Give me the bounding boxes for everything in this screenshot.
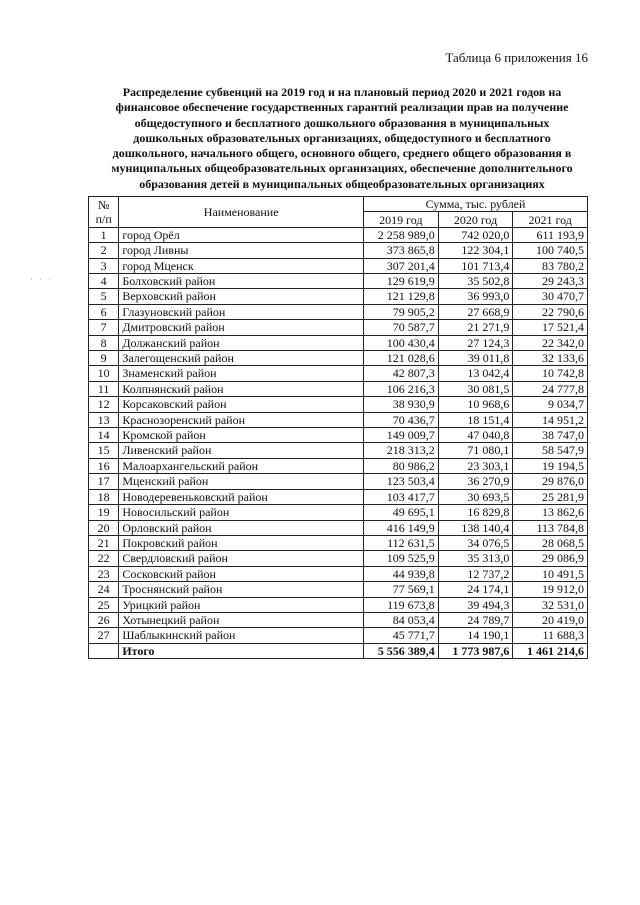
row-value-2021: 11 688,3 — [513, 628, 588, 643]
total-2020: 1 773 987,6 — [438, 643, 513, 658]
row-value-2020: 27 668,9 — [438, 304, 513, 319]
row-num: 5 — [89, 289, 119, 304]
row-value-2021: 19 194,5 — [513, 458, 588, 473]
table-row — [89, 412, 588, 427]
row-value-2021: 10 491,5 — [513, 566, 588, 581]
row-name: Краснозоренский район — [119, 412, 364, 427]
row-value-2020: 24 789,7 — [438, 612, 513, 627]
row-value-2020: 21 271,9 — [438, 320, 513, 335]
row-num: 8 — [89, 335, 119, 350]
row-value-2021: 113 784,8 — [513, 520, 588, 535]
row-num: 26 — [89, 612, 119, 627]
row-num: 1 — [89, 227, 119, 242]
row-value-2021: 58 547,9 — [513, 443, 588, 458]
row-name: Кромской район — [119, 428, 364, 443]
row-value-2020: 10 968,6 — [438, 397, 513, 412]
row-name: Урицкий район — [119, 597, 364, 612]
row-value-2020: 138 140,4 — [438, 520, 513, 535]
table-row — [89, 428, 588, 443]
row-value-2019: 44 939,8 — [364, 566, 439, 581]
row-value-2019: 38 930,9 — [364, 397, 439, 412]
margin-mark: · · · — [30, 274, 54, 284]
row-value-2019: 70 436,7 — [364, 412, 439, 427]
row-num: 20 — [89, 520, 119, 535]
row-value-2019: 416 149,9 — [364, 520, 439, 535]
row-value-2020: 47 040,8 — [438, 428, 513, 443]
row-value-2021: 100 740,5 — [513, 243, 588, 258]
row-num: 24 — [89, 582, 119, 597]
row-value-2021: 10 742,8 — [513, 366, 588, 381]
row-name: Троснянский район — [119, 582, 364, 597]
table-row — [89, 597, 588, 612]
table-row — [89, 628, 588, 643]
row-name: Хотынецкий район — [119, 612, 364, 627]
table-row — [89, 582, 588, 597]
header-year-2019: 2019 год — [364, 212, 439, 227]
row-value-2021: 30 470,7 — [513, 289, 588, 304]
table-row — [89, 381, 588, 396]
table-row — [89, 520, 588, 535]
row-value-2019: 49 695,1 — [364, 505, 439, 520]
row-value-2019: 112 631,5 — [364, 535, 439, 550]
row-value-2019: 119 673,8 — [364, 597, 439, 612]
row-value-2019: 373 865,8 — [364, 243, 439, 258]
row-value-2019: 129 619,9 — [364, 274, 439, 289]
row-name: Болховский район — [119, 274, 364, 289]
row-value-2020: 71 080,1 — [438, 443, 513, 458]
row-value-2020: 101 713,4 — [438, 258, 513, 273]
row-value-2020: 34 076,5 — [438, 535, 513, 550]
table-row — [89, 458, 588, 473]
row-name: Новодеревеньковский район — [119, 489, 364, 504]
row-value-2021: 13 862,6 — [513, 505, 588, 520]
row-value-2020: 35 313,0 — [438, 551, 513, 566]
table-row — [89, 505, 588, 520]
row-num: 4 — [89, 274, 119, 289]
row-value-2019: 109 525,9 — [364, 551, 439, 566]
row-num: 2 — [89, 243, 119, 258]
row-name: Новосильский район — [119, 505, 364, 520]
row-value-2019: 106 216,3 — [364, 381, 439, 396]
row-value-2021: 17 521,4 — [513, 320, 588, 335]
row-name: Колпнянский район — [119, 381, 364, 396]
row-value-2019: 121 028,6 — [364, 351, 439, 366]
table-row — [89, 551, 588, 566]
row-name: Мценский район — [119, 474, 364, 489]
row-value-2020: 122 304,1 — [438, 243, 513, 258]
header-year-2021: 2021 год — [513, 212, 588, 227]
row-name: Залегощенский район — [119, 351, 364, 366]
row-value-2020: 39 011,8 — [438, 351, 513, 366]
row-num: 11 — [89, 381, 119, 396]
row-value-2019: 2 258 989,0 — [364, 227, 439, 242]
row-name: Глазуновский район — [119, 304, 364, 319]
row-value-2020: 24 174,1 — [438, 582, 513, 597]
row-value-2019: 79 905,2 — [364, 304, 439, 319]
row-value-2021: 22 342,0 — [513, 335, 588, 350]
row-value-2019: 84 053,4 — [364, 612, 439, 627]
header-year-2020: 2020 год — [438, 212, 513, 227]
row-value-2021: 29 243,3 — [513, 274, 588, 289]
table-row — [89, 351, 588, 366]
appendix-label: Таблица 6 приложения 16 — [445, 50, 588, 65]
row-name: Ливенский район — [119, 443, 364, 458]
title-line: дошкольных образовательных организациях, общедоступного и бесплатного — [133, 130, 551, 145]
row-value-2019: 218 313,2 — [364, 443, 439, 458]
row-value-2020: 27 124,3 — [438, 335, 513, 350]
row-name: Покровский район — [119, 535, 364, 550]
row-name: Шаблыкинский район — [119, 628, 364, 643]
row-value-2021: 29 086,9 — [513, 551, 588, 566]
row-value-2021: 32 531,0 — [513, 597, 588, 612]
document-title — [86, 85, 598, 192]
title-line: образования детей в муниципальных общеобразовательных организациях — [139, 176, 545, 191]
row-name: Знаменский район — [119, 366, 364, 381]
row-name: город Мценск — [119, 258, 364, 273]
row-value-2020: 12 737,2 — [438, 566, 513, 581]
row-num: 9 — [89, 351, 119, 366]
row-value-2019: 45 771,7 — [364, 628, 439, 643]
row-value-2021: 83 780,2 — [513, 258, 588, 273]
table-row — [89, 320, 588, 335]
row-value-2021: 22 790,6 — [513, 304, 588, 319]
total-2021: 1 461 214,6 — [513, 643, 588, 658]
row-value-2020: 23 303,1 — [438, 458, 513, 473]
row-num: 13 — [89, 412, 119, 427]
row-name: Малоархангельский район — [119, 458, 364, 473]
row-value-2021: 29 876,0 — [513, 474, 588, 489]
table-row — [89, 612, 588, 627]
row-num: 21 — [89, 535, 119, 550]
table-row — [89, 227, 588, 242]
table-row — [89, 443, 588, 458]
table-row — [89, 366, 588, 381]
row-num: 19 — [89, 505, 119, 520]
row-value-2019: 103 417,7 — [364, 489, 439, 504]
row-value-2020: 36 270,9 — [438, 474, 513, 489]
row-value-2021: 24 777,8 — [513, 381, 588, 396]
row-value-2019: 121 129,8 — [364, 289, 439, 304]
row-value-2020: 36 993,0 — [438, 289, 513, 304]
row-num: 27 — [89, 628, 119, 643]
row-value-2020: 30 081,5 — [438, 381, 513, 396]
row-value-2020: 14 190,1 — [438, 628, 513, 643]
row-name: город Ливны — [119, 243, 364, 258]
row-value-2021: 28 068,5 — [513, 535, 588, 550]
row-value-2020: 35 502,8 — [438, 274, 513, 289]
total-num-cell — [89, 643, 119, 658]
table-row — [89, 489, 588, 504]
subventions-table — [88, 196, 588, 659]
header-sum: Сумма, тыс. рублей — [364, 197, 588, 212]
row-value-2019: 42 807,3 — [364, 366, 439, 381]
title-line: дошкольного, начального общего, основного общего, среднего общего образования в — [112, 146, 572, 161]
row-value-2019: 80 986,2 — [364, 458, 439, 473]
row-num: 14 — [89, 428, 119, 443]
row-num: 10 — [89, 366, 119, 381]
row-num: 6 — [89, 304, 119, 319]
row-num: 18 — [89, 489, 119, 504]
row-value-2020: 39 494,3 — [438, 597, 513, 612]
row-name: Должанский район — [119, 335, 364, 350]
table-row — [89, 397, 588, 412]
table-row — [89, 289, 588, 304]
table-row — [89, 274, 588, 289]
row-value-2021: 25 281,9 — [513, 489, 588, 504]
row-value-2019: 100 430,4 — [364, 335, 439, 350]
row-name: город Орёл — [119, 227, 364, 242]
title-line: финансовое обеспечение государственных гарантий реализации прав на получение — [115, 100, 569, 115]
table-row — [89, 535, 588, 550]
header-num: № п/п — [89, 197, 119, 228]
row-name: Корсаковский район — [119, 397, 364, 412]
row-value-2019: 307 201,4 — [364, 258, 439, 273]
total-2019: 5 556 389,4 — [364, 643, 439, 658]
title-line: муниципальных общеобразовательных организациях, обеспечение дополнительного — [111, 161, 573, 176]
row-value-2020: 16 829,8 — [438, 505, 513, 520]
row-num: 7 — [89, 320, 119, 335]
row-value-2021: 32 133,6 — [513, 351, 588, 366]
row-value-2021: 20 419,0 — [513, 612, 588, 627]
table-row — [89, 474, 588, 489]
row-name: Свердловский район — [119, 551, 364, 566]
row-value-2021: 9 034,7 — [513, 397, 588, 412]
row-value-2021: 38 747,0 — [513, 428, 588, 443]
title-line: общедоступного и бесплатного дошкольного образования в муниципальных — [134, 115, 550, 130]
total-row — [89, 643, 588, 658]
row-value-2019: 70 587,7 — [364, 320, 439, 335]
row-value-2020: 742 020,0 — [438, 227, 513, 242]
row-value-2019: 77 569,1 — [364, 582, 439, 597]
row-value-2020: 18 151,4 — [438, 412, 513, 427]
row-value-2021: 19 912,0 — [513, 582, 588, 597]
row-num: 17 — [89, 474, 119, 489]
row-name: Сосковский район — [119, 566, 364, 581]
row-name: Верховский район — [119, 289, 364, 304]
row-num: 12 — [89, 397, 119, 412]
row-num: 23 — [89, 566, 119, 581]
title-line: Распределение субвенций на 2019 год и на плановый период 2020 и 2021 годов на — [122, 85, 562, 99]
table-row — [89, 566, 588, 581]
row-value-2020: 30 693,5 — [438, 489, 513, 504]
table-row — [89, 304, 588, 319]
row-value-2019: 123 503,4 — [364, 474, 439, 489]
row-num: 22 — [89, 551, 119, 566]
row-num: 3 — [89, 258, 119, 273]
row-num: 16 — [89, 458, 119, 473]
row-value-2021: 611 193,9 — [513, 227, 588, 242]
table-row — [89, 335, 588, 350]
table-row — [89, 258, 588, 273]
header-name: Наименование — [119, 197, 364, 228]
row-value-2019: 149 009,7 — [364, 428, 439, 443]
row-value-2020: 13 042,4 — [438, 366, 513, 381]
row-num: 25 — [89, 597, 119, 612]
row-name: Дмитровский район — [119, 320, 364, 335]
row-name: Орловский район — [119, 520, 364, 535]
table-row — [89, 243, 588, 258]
row-value-2021: 14 951,2 — [513, 412, 588, 427]
row-num: 15 — [89, 443, 119, 458]
total-label: Итого — [119, 643, 364, 658]
